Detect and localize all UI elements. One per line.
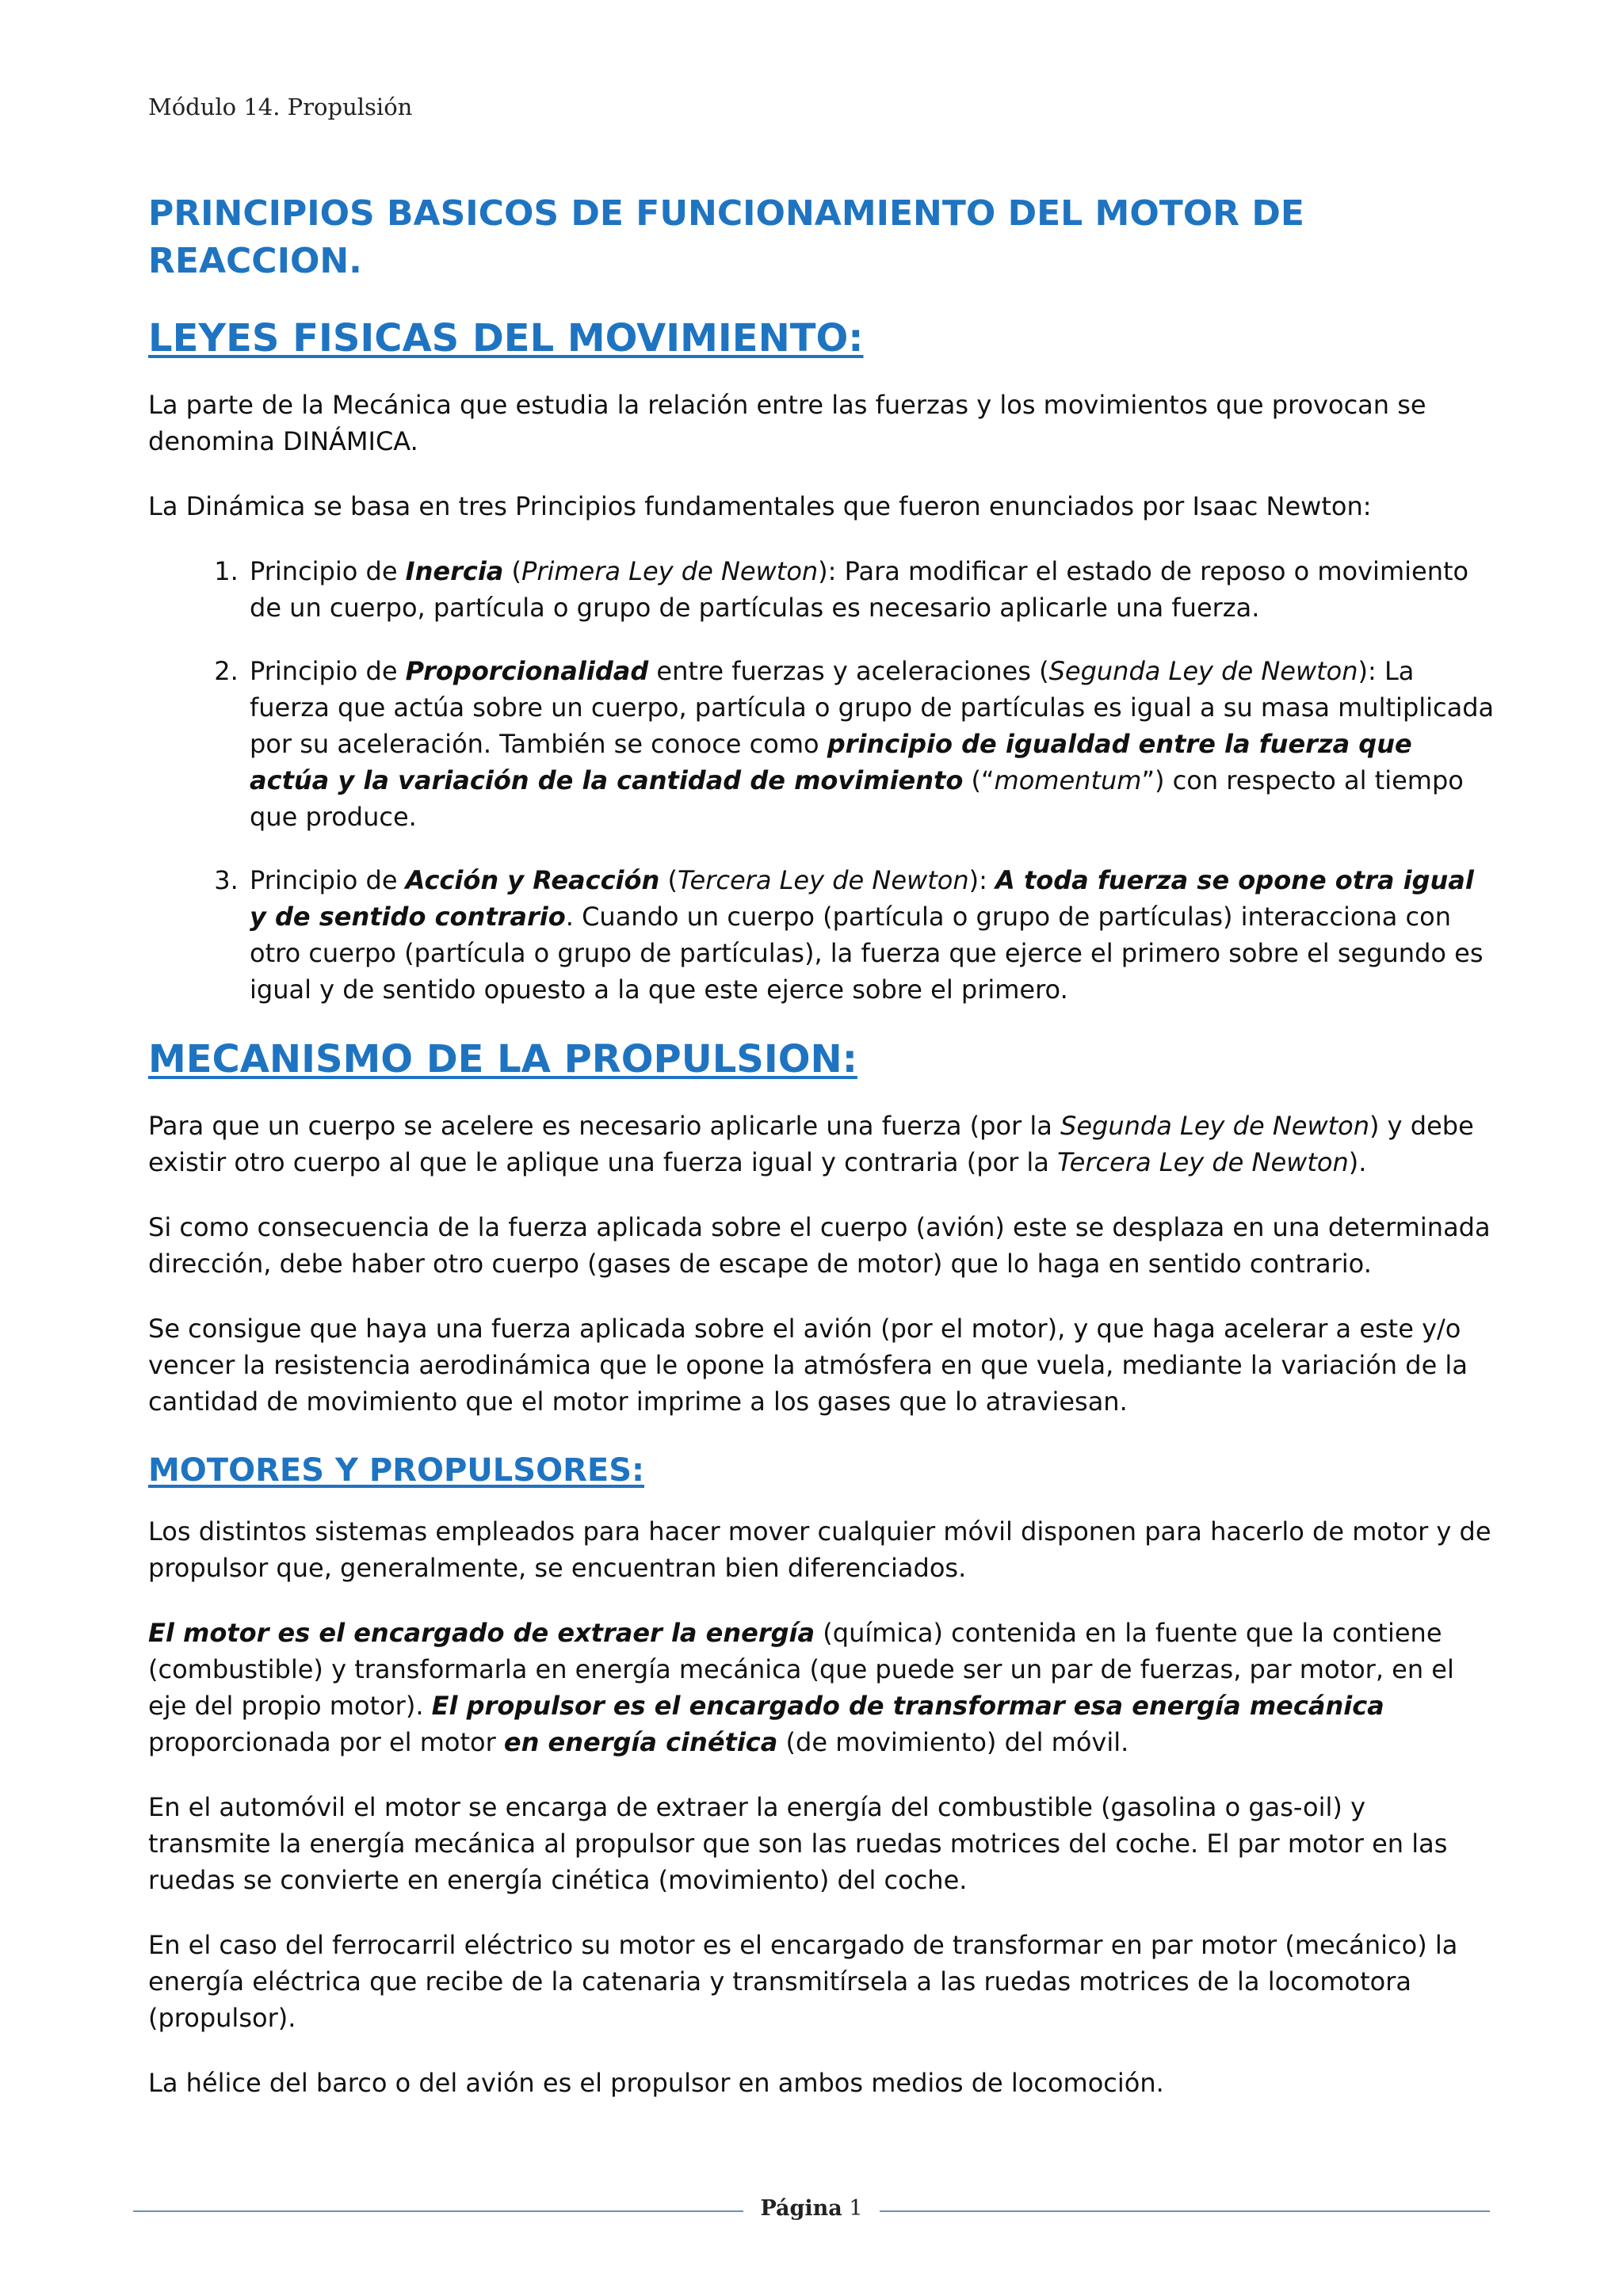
paragraph: Para que un cuerpo se acelere es necesario aplicarle una fuerza (por la Segunda Ley de Newton) y debe existir otro cuerpo al que le aplique una fuerza igual y contraria (por la Tercera Ley de Newton). [148,1111,1474,1177]
list-item-proporcionalidad: 2. Principio de Proporcionalidad entre fuerzas y aceleraciones (Segunda Ley de Newton): La fuerza que actúa sobre un cuerpo, partícula o grupo de partículas es igual a su masa multiplicada por su aceleración. También se conoce como principio de igualdad entre la fuerza que actúa y la variación de la cantidad de movimiento (“momentum”) con respecto al tiempo que produce. [246,653,1495,835]
paragraph: El motor es el encargado de extraer la energía (química) contenida en la fuente que la contiene (combustible) y transformarla en energía mecánica (que puede ser un par de fuerzas, par motor, en el eje del propio motor). El propulsor es el encargado de transformar esa energía mecánica proporcionada por el motor en energía cinética (de movimiento) del móvil. [148,1618,1454,1757]
document-body [148,190,1495,2130]
paragraph: En el caso del ferrocarril eléctrico su motor es el encargado de transformar en par motor (mecánico) la energía eléctrica que recibe de la catenaria y transmitírsela a las ruedas motrices de la locomotora (propulsor). [148,1930,1458,2033]
footer-rule-right [880,2210,1490,2212]
newton-laws-list [148,553,1495,1008]
paragraph: Si como consecuencia de la fuerza aplicada sobre el cuerpo (avión) este se desplaza en una determinada dirección, debe haber otro cuerpo (gases de escape de motor) que lo haga en sentido contrario. [148,1212,1491,1279]
list-item-inercia: 1. Principio de Inercia (Primera Ley de Newton): Para modificar el estado de reposo o movimiento de un cuerpo, partícula o grupo de partículas es necesario aplicarle una fuerza. [246,553,1495,626]
page-footer [133,2195,1490,2226]
footer-rule-left [133,2210,743,2212]
document-title: PRINCIPIOS BASICOS DE FUNCIONAMIENTO DEL MOTOR DE REACCION. [148,193,1304,281]
section-heading-motores: MOTORES Y PROPULSORES: [148,1452,644,1489]
paragraph: En el automóvil el motor se encarga de extraer la energía del combustible (gasolina o gas-oil) y transmite la energía mecánica al propulsor que son las ruedas motrices del coche. El par motor en las ruedas se convierte en energía cinética (movimiento) del coche. [148,1792,1448,1895]
section-heading-mecanismo: MECANISMO DE LA PROPULSION: [148,1037,857,1081]
running-header: Módulo 14. Propulsión [148,93,413,120]
paragraph: La Dinámica se basa en tres Principios fundamentales que fueron enunciados por Isaac Newton: [148,491,1372,521]
paragraph: La hélice del barco o del avión es el propulsor en ambos medios de locomoción. [148,2068,1164,2098]
list-item-accion-reaccion: 3. Principio de Acción y Reacción (Tercera Ley de Newton): A toda fuerza se opone otra igual y de sentido contrario. Cuando un cuerpo (partícula o grupo de partículas) interacciona con otro cuerpo (partícula o grupo de partículas), la fuerza que ejerce el primero sobre el segundo es igual y de sentido opuesto a la que este ejerce sobre el primero. [246,862,1495,1008]
paragraph: Se consigue que haya una fuerza aplicada sobre el avión (por el motor), y que haga acelerar a este y/o vencer la resistencia aerodinámica que le opone la atmósfera en que vuela, mediante la variación de la cantidad de movimiento que el motor imprime a los gases que lo atraviesan. [148,1314,1468,1417]
paragraph: La parte de la Mecánica que estudia la relación entre las fuerzas y los movimientos que provocan se denomina DINÁMICA. [148,390,1426,456]
page-number: Página 1 [760,2196,863,2221]
section-heading-leyes: LEYES FISICAS DEL MOVIMIENTO: [148,316,864,360]
paragraph: Los distintos sistemas empleados para hacer mover cualquier móvil disponen para hacerlo de motor y de propulsor que, generalmente, se encuentran bien diferenciados. [148,1516,1491,1583]
